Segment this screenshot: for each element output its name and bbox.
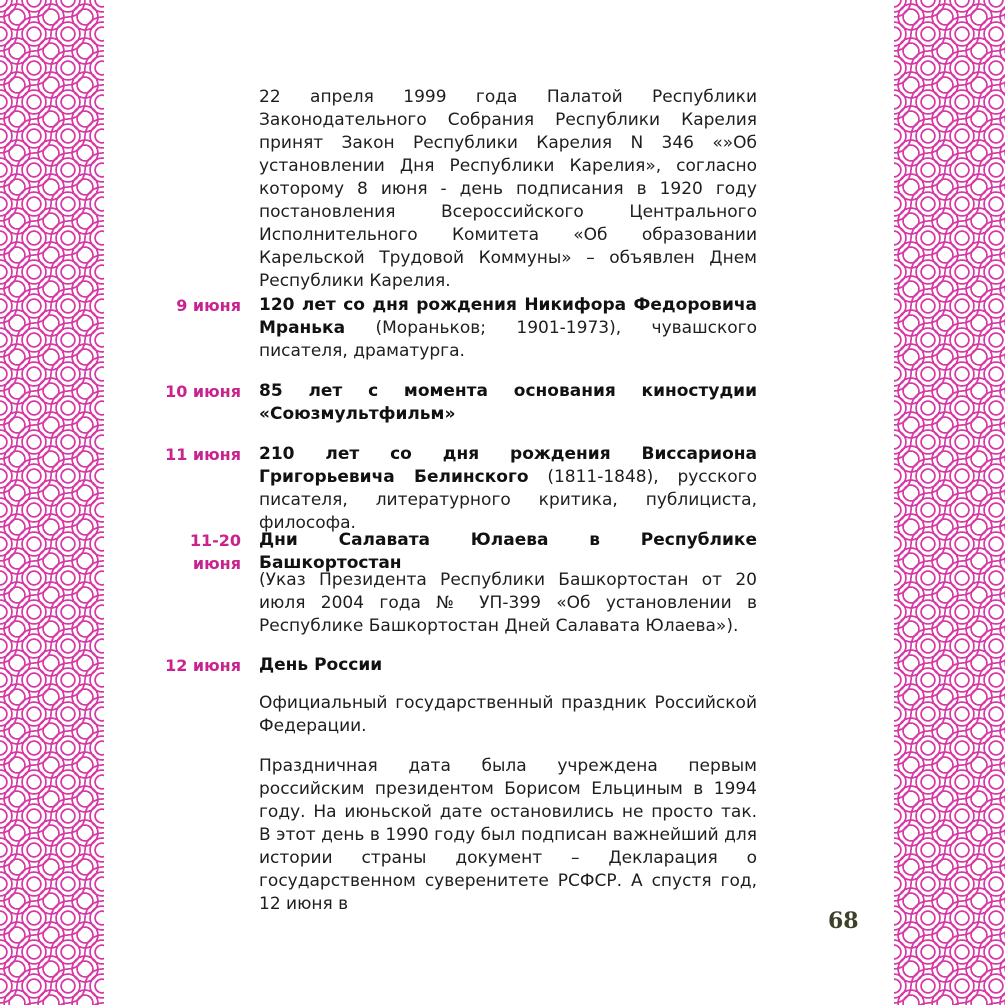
entry-description: (Мораньков; 1901-1973), чувашского писателя, драматурга. — [259, 318, 757, 361]
entry-date: 12 июня — [165, 656, 241, 675]
right-ornament-border — [894, 0, 1005, 1005]
entry-title: 85 лет с момента основания киностудии «Союзмультфильм» — [259, 381, 757, 424]
entry-date: 10 июня — [165, 382, 241, 401]
entry-date: 9 июня — [176, 296, 241, 315]
entry-title: Дни Салавата Юлаева в Республике Башкортостан — [259, 530, 757, 573]
entry-note: (Указ Президента Республики Башкортостан от 20 июля 2004 года № УП-399 «Об установлении в Республике Башкортостан Дней Салавата Юлаева»). — [259, 570, 757, 636]
entry-date: 11-20 июня — [189, 531, 241, 573]
entry-text — [259, 443, 757, 535]
entry-text — [259, 654, 757, 677]
intro-paragraph: 22 апреля 1999 года Палатой Республики Законодательного Собрания Республики Карелия принят Закон Республики Карелия N 346 «»Об установлении Дня Республики Карелия», согласно которому 8 июня - день подписания в 1920 году постановления Всероссийского Центрального Исполнительного Комитета «Об образовании Карельской Трудовой Коммуны» – объявлен Днем Республики Карелия. — [259, 87, 757, 291]
entry-date: 11 июня — [165, 445, 241, 464]
entry-title: 120 лет со дня рождения Никифора Федоровича Мранька — [259, 295, 757, 338]
entry-title: День России — [259, 655, 383, 675]
left-ornament-border — [0, 0, 104, 1005]
entry-text — [259, 294, 757, 363]
page-number: 68 — [828, 908, 859, 934]
entry-text — [259, 380, 757, 426]
entry-title: 210 лет со дня рождения Виссариона Григорьевича Белинского — [259, 444, 757, 487]
entry-description: (1811-1848), русского писателя, литературного критика, публициста, философа. — [259, 467, 758, 533]
entry-paragraph: Праздничная дата была учреждена первым российским президентом Борисом Ельциным в 1994 году. На июньской дате остановились не просто так. В этот день в 1990 году был подписан важнейший для истории страны документ – Декларация о государственном суверенитете РСФСР. А спустя год, 12 июня в — [259, 756, 757, 914]
entry-paragraph: Официальный государственный праздник Российской Федерации. — [259, 693, 757, 736]
